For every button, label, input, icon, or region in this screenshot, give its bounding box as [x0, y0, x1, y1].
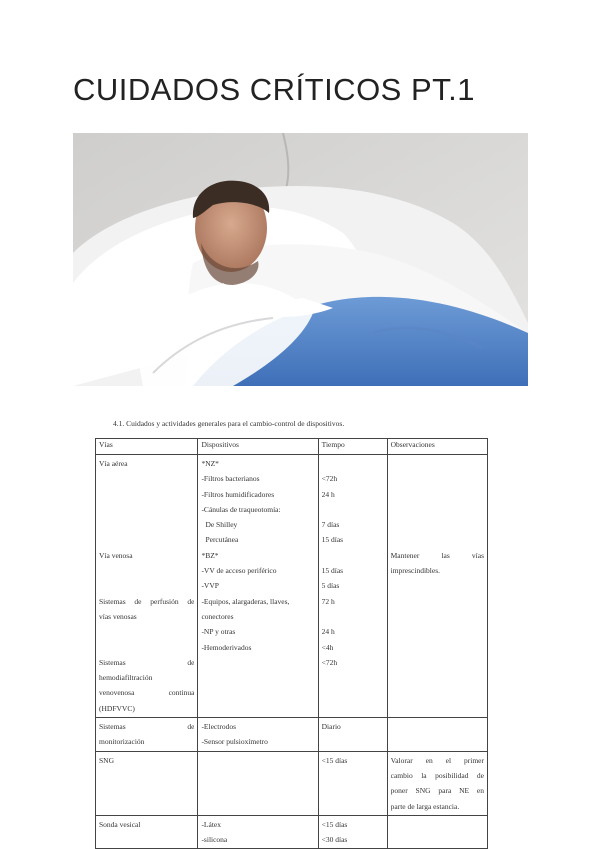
cell-line: poner SNG para NE en — [390, 786, 484, 796]
cell-line: -silicona — [201, 835, 228, 845]
cell-tiempo — [318, 751, 387, 815]
cell-line: -Electrodos — [201, 722, 237, 732]
cell-line — [391, 517, 484, 532]
cell-tiempo — [318, 815, 387, 849]
table-header-row — [96, 439, 488, 455]
cell-line — [391, 655, 484, 670]
cell-line — [391, 532, 484, 547]
cell-line: Sistemas de — [99, 722, 195, 732]
header-dispositivos: Dispositivos — [198, 439, 318, 455]
cell-line — [99, 578, 194, 593]
cell-line: <72h — [321, 474, 338, 484]
cell-line — [391, 685, 484, 700]
cell-tiempo — [318, 718, 387, 752]
cell-line — [99, 517, 194, 532]
table-row — [96, 815, 488, 849]
cell-via — [96, 455, 198, 718]
cell-line — [391, 594, 484, 609]
cell-line: monitorización — [99, 737, 145, 747]
cell-line: *NZ* — [201, 459, 219, 468]
cell-via — [96, 718, 198, 752]
cell-line: -Filtros bacterianos — [201, 474, 260, 484]
cell-line — [322, 799, 384, 814]
cell-line: Sistemas de perfusión de — [99, 596, 195, 606]
cell-line: 72 h — [321, 596, 335, 606]
cell-line — [391, 701, 484, 716]
cell-line — [99, 768, 194, 783]
cell-observaciones — [387, 718, 487, 752]
cell-line — [322, 685, 384, 700]
cell-line: Percutánea — [205, 535, 239, 545]
cell-line: -VVP — [201, 581, 219, 591]
cell-line — [391, 832, 484, 847]
cell-line: Sistemas de — [99, 657, 195, 667]
cell-line: 15 días — [321, 566, 344, 576]
cell-line — [99, 799, 194, 814]
cell-line — [391, 471, 484, 486]
header-observaciones: Observaciones — [387, 439, 487, 455]
cell-line: <30 días — [321, 835, 348, 845]
cell-line: De Shilley — [205, 520, 238, 530]
cell-line: <72h — [321, 657, 338, 667]
cell-line: -Cánulas de traqueotomía: — [201, 504, 281, 514]
cell-line: <15 días — [321, 755, 348, 765]
cell-line — [99, 640, 194, 655]
patient-photo — [73, 133, 528, 386]
cell-line: Diario — [321, 722, 341, 732]
cell-line: -Hemoderivados — [201, 642, 252, 652]
cell-via — [96, 751, 198, 815]
cell-line: vías venosas — [99, 611, 137, 621]
cell-line — [322, 548, 384, 563]
cell-line: cambio la posibilidad de — [390, 770, 484, 780]
cell-line: -VV de acceso periférico — [201, 566, 277, 576]
cell-line: parte de larga estancia. — [390, 801, 460, 811]
cell-observaciones — [387, 751, 487, 815]
cell-dispositivos — [198, 751, 318, 815]
cell-line — [322, 783, 384, 798]
cell-line — [391, 670, 484, 685]
cell-line: 5 días — [321, 581, 340, 591]
cell-line — [201, 799, 314, 814]
cell-line — [99, 532, 194, 547]
page-title: CUIDADOS CRÍTICOS PT.1 — [73, 72, 475, 107]
cell-line — [322, 502, 384, 517]
table-row — [96, 455, 488, 718]
cell-line — [391, 719, 484, 734]
table-row — [96, 751, 488, 815]
cell-line: -Látex — [201, 819, 222, 829]
cell-line — [391, 640, 484, 655]
cell-line — [391, 456, 484, 471]
table-caption: 4.1. Cuidados y actividades generales para el cambio-control de dispositivos. — [113, 419, 345, 428]
cell-dispositivos — [198, 815, 318, 849]
cell-dispositivos — [198, 455, 318, 718]
cell-line — [99, 832, 194, 847]
cell-line — [201, 701, 314, 716]
table-row — [96, 718, 488, 752]
cell-line — [99, 502, 194, 517]
cell-line — [391, 734, 484, 749]
cell-line — [391, 487, 484, 502]
cell-line: Valorar en el primer — [390, 755, 484, 765]
cell-line: (HDFVVC) — [99, 703, 135, 713]
cell-line — [201, 783, 314, 798]
cell-line: *BZ* — [201, 550, 219, 560]
cell-line — [201, 768, 314, 783]
cell-line: -NP y otras — [201, 627, 236, 637]
cell-line: SNG — [99, 755, 115, 765]
cell-line: Mantener las vías — [390, 550, 484, 560]
cell-line — [201, 753, 314, 768]
cell-line: -Equipos, alargaderas, llaves, — [201, 596, 290, 606]
cell-tiempo — [318, 455, 387, 718]
cell-line: Vía aérea — [99, 459, 128, 468]
cell-line: -Sensor pulsioxímetro — [201, 737, 268, 747]
cell-line — [99, 624, 194, 639]
cell-line — [99, 783, 194, 798]
cell-observaciones — [387, 455, 487, 718]
cell-line: <15 días — [321, 819, 348, 829]
cell-line — [99, 471, 194, 486]
cell-line: Vía venosa — [99, 550, 133, 560]
cell-dispositivos — [198, 718, 318, 752]
devices-table — [95, 438, 488, 849]
cell-line: imprescindibles. — [390, 566, 440, 576]
cell-line — [322, 734, 384, 749]
cell-via — [96, 815, 198, 849]
cell-line — [99, 487, 194, 502]
cell-line — [201, 655, 314, 670]
cell-line: 15 días — [321, 535, 344, 545]
cell-line: hemodiafiltración — [99, 673, 153, 683]
header-vias: Vías — [96, 439, 198, 455]
cell-line: conectores — [201, 611, 234, 621]
header-tiempo: Tiempo — [318, 439, 387, 455]
cell-line — [391, 817, 484, 832]
cell-line — [391, 609, 484, 624]
cell-line: <4h — [321, 642, 334, 652]
cell-line — [322, 768, 384, 783]
cell-line — [391, 624, 484, 639]
cell-line — [322, 456, 384, 471]
cell-line — [391, 578, 484, 593]
cell-line — [99, 563, 194, 578]
cell-line — [201, 685, 314, 700]
cell-line — [322, 670, 384, 685]
cell-line: 24 h — [321, 627, 335, 637]
cell-line: 24 h — [321, 489, 335, 499]
cell-line — [322, 701, 384, 716]
cell-line: venovenosa continua — [99, 688, 195, 698]
cell-line — [391, 502, 484, 517]
cell-line — [201, 670, 314, 685]
cell-line: 7 días — [321, 520, 340, 530]
cell-line: -Filtros humidificadores — [201, 489, 275, 499]
cell-observaciones — [387, 815, 487, 849]
cell-line: Sonda vesical — [99, 819, 141, 829]
cell-line — [322, 609, 384, 624]
